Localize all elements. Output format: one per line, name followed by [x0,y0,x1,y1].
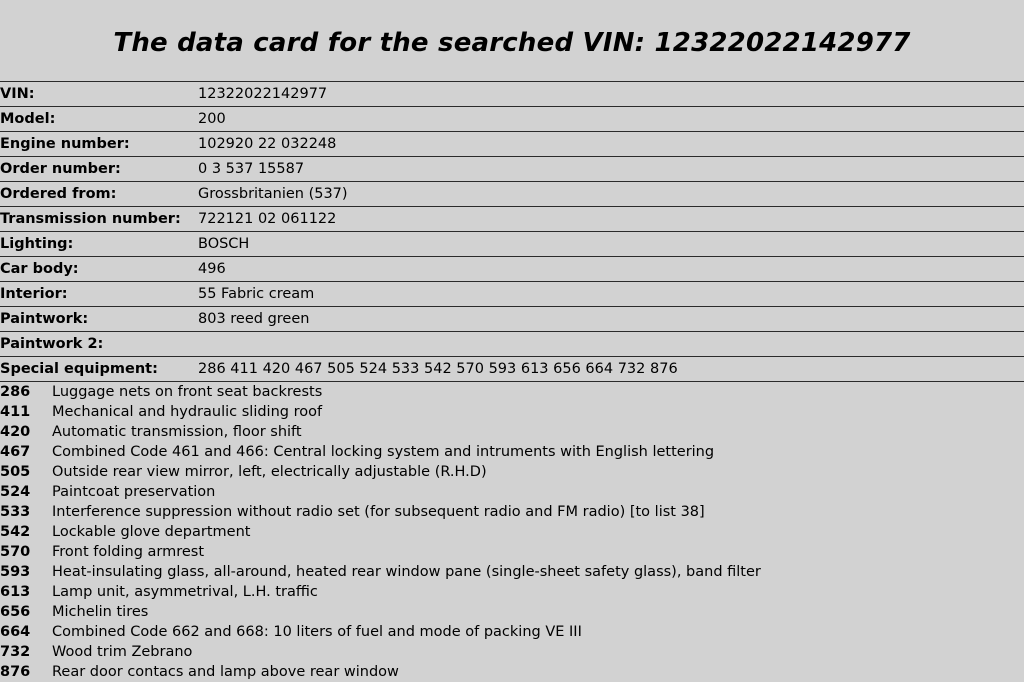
table-row [0,282,1024,307]
table-row [0,182,1024,207]
field-value: 722121 02 061122 [198,211,337,227]
equipment-code: 656 [0,604,31,620]
equipment-description: Interference suppression without radio set (for subsequent radio and FM radio) [to list 38] [52,504,705,520]
field-label: Order number: [0,161,121,177]
vehicle-fields-body [0,82,1024,382]
equipment-description: Rear door contacs and lamp above rear window [52,664,399,680]
list-item [0,602,1024,622]
equipment-code: 732 [0,644,31,660]
data-card [0,81,1024,682]
special-equipment-table [0,382,1024,682]
field-value: 102920 22 032248 [198,136,337,152]
equipment-code: 876 [0,664,31,680]
field-label: Paintwork: [0,311,89,327]
equipment-code: 524 [0,484,31,500]
list-item [0,482,1024,502]
equipment-description: Heat-insulating glass, all-around, heated rear window pane (single-sheet safety glass), band filter [52,564,761,580]
equipment-description: Michelin tires [52,604,149,620]
table-row [0,232,1024,257]
table-row [0,307,1024,332]
equipment-code: 286 [0,384,31,400]
equipment-code: 411 [0,404,31,420]
table-row [0,132,1024,157]
list-item [0,622,1024,642]
table-row [0,82,1024,107]
field-label: Engine number: [0,136,130,152]
equipment-description: Luggage nets on front seat backrests [52,384,323,400]
field-label: Model: [0,111,56,127]
equipment-code: 505 [0,464,31,480]
list-item [0,582,1024,602]
field-value: 55 Fabric cream [198,286,315,302]
equipment-description: Wood trim Zebrano [52,644,193,660]
equipment-code: 570 [0,544,31,560]
equipment-code: 542 [0,524,31,540]
field-label: Paintwork 2: [0,336,104,352]
list-item [0,422,1024,442]
field-label: Special equipment: [0,361,158,377]
table-row [0,107,1024,132]
table-row [0,157,1024,182]
list-item [0,662,1024,682]
equipment-code: 593 [0,564,31,580]
field-value: 496 [198,261,226,277]
equipment-description: Front folding armrest [52,544,205,560]
equipment-description: Lamp unit, asymmetrival, L.H. traffic [52,584,318,600]
table-row [0,357,1024,382]
equipment-code: 533 [0,504,31,520]
special-equipment-body [0,382,1024,682]
list-item [0,542,1024,562]
equipment-description: Paintcoat preservation [52,484,216,500]
equipment-description: Lockable glove department [52,524,251,540]
field-value: 0 3 537 15587 [198,161,305,177]
equipment-description: Mechanical and hydraulic sliding roof [52,404,323,420]
table-row [0,207,1024,232]
table-row [0,332,1024,357]
field-value: BOSCH [198,236,250,252]
field-value: 803 reed green [198,311,310,327]
vehicle-fields-table [0,82,1024,382]
list-item [0,562,1024,582]
page-title: The data card for the searched VIN: 12322022142977 [113,28,911,58]
field-label: VIN: [0,86,35,102]
field-value: Grossbritanien (537) [198,186,348,202]
equipment-description: Combined Code 461 and 466: Central locking system and intruments with English lettering [52,444,715,460]
field-value: 12322022142977 [198,86,328,102]
field-label: Interior: [0,286,68,302]
equipment-code: 467 [0,444,31,460]
field-value [198,332,1024,357]
equipment-code: 664 [0,624,31,640]
field-label: Car body: [0,261,79,277]
list-item [0,382,1024,402]
field-label: Ordered from: [0,186,117,202]
list-item [0,522,1024,542]
field-value: 286 411 420 467 505 524 533 542 570 593 613 656 664 732 876 [198,361,678,377]
list-item [0,442,1024,462]
list-item [0,402,1024,422]
field-label: Transmission number: [0,211,181,227]
equipment-description: Automatic transmission, floor shift [52,424,302,440]
table-row [0,257,1024,282]
list-item [0,642,1024,662]
equipment-description: Combined Code 662 and 668: 10 liters of fuel and mode of packing VE III [52,624,582,640]
list-item [0,462,1024,482]
list-item [0,502,1024,522]
equipment-code: 420 [0,424,31,440]
field-value: 200 [198,111,226,127]
field-label: Lighting: [0,236,74,252]
equipment-code: 613 [0,584,31,600]
equipment-description: Outside rear view mirror, left, electrically adjustable (R.H.D) [52,464,487,480]
